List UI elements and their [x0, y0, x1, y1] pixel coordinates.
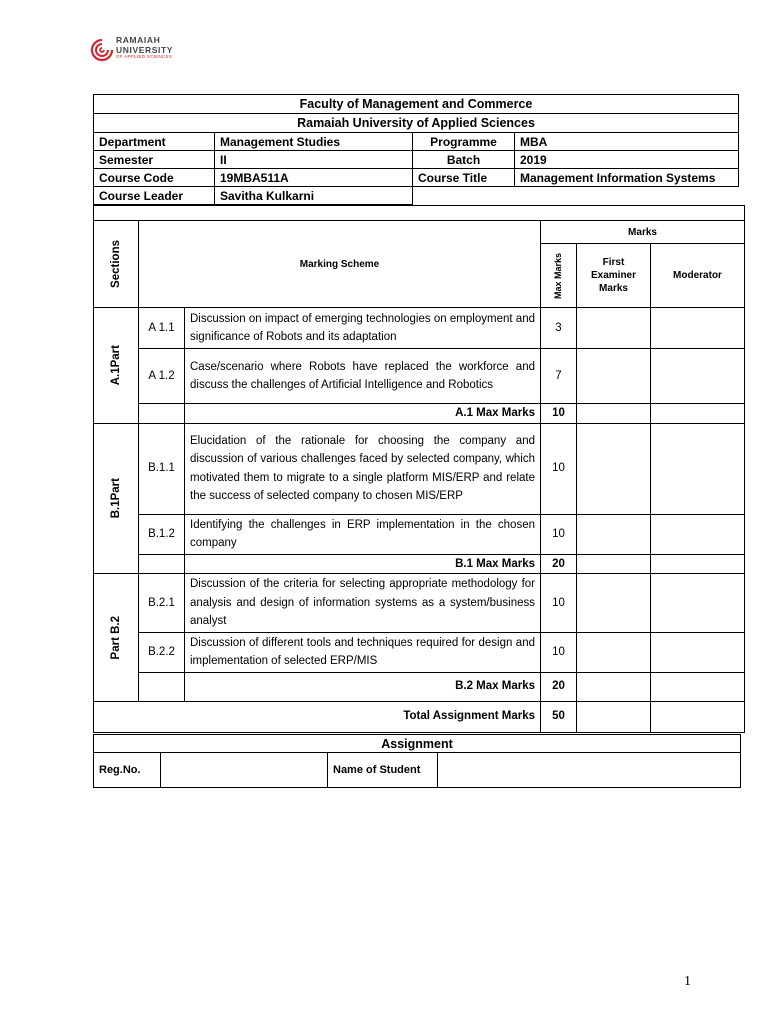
row-description: Discussion on impact of emerging technologies on employment and significance of Robots and its adaptation	[185, 308, 541, 349]
empty-cell	[139, 404, 185, 424]
university-title: Ramaiah University of Applied Sciences	[94, 114, 739, 133]
row-description: Elucidation of the rationale for choosing the company and discussion of various challenges faced by selected company, which motivated them to migrate to a single platform MIS/ERP and relate the success of selected company to chosen MIS/ERP	[185, 423, 541, 514]
part-b2-label: Part B.2	[94, 574, 139, 702]
marking-scheme-header: Marking Scheme	[139, 221, 541, 308]
row-id: B.1.1	[139, 423, 185, 514]
row-id: A 1.1	[139, 308, 185, 349]
first-examiner-cell[interactable]	[577, 672, 651, 701]
moderator-cell[interactable]	[651, 423, 745, 514]
programme-label: Programme	[413, 133, 515, 151]
row-max-marks: 3	[541, 308, 577, 349]
spacer-row	[94, 206, 745, 221]
subtotal-label: A.1 Max Marks	[185, 404, 541, 424]
batch-value: 2019	[515, 151, 739, 169]
first-examiner-cell[interactable]	[577, 632, 651, 672]
semester-label: Semester	[94, 151, 215, 169]
reg-no-label: Reg.No.	[94, 753, 161, 788]
max-marks-header: Max Marks	[541, 244, 577, 308]
moderator-cell[interactable]	[651, 672, 745, 701]
logo-line-1: RAMAIAH	[116, 35, 161, 45]
marking-scheme-table	[93, 205, 745, 733]
first-examiner-cell[interactable]	[577, 574, 651, 633]
moderator-total-cell[interactable]	[651, 701, 745, 732]
page-number: 1	[684, 974, 691, 989]
subtotal-label: B.2 Max Marks	[185, 672, 541, 701]
first-examiner-cell[interactable]	[577, 514, 651, 554]
moderator-cell[interactable]	[651, 308, 745, 349]
semester-value: II	[215, 151, 413, 169]
part-b1-label: B.1Part	[94, 423, 139, 574]
subtotal-label: B.1 Max Marks	[185, 554, 541, 574]
row-description: Identifying the challenges in ERP implementation in the chosen company	[185, 514, 541, 554]
logo-line-2: UNIVERSITY	[116, 44, 174, 55]
assignment-title: Assignment	[94, 735, 741, 753]
moderator-header: Moderator	[651, 244, 745, 308]
moderator-cell[interactable]	[651, 349, 745, 404]
empty-cell	[515, 187, 739, 205]
part-a-label: A.1Part	[94, 308, 139, 424]
subtotal-value: 10	[541, 404, 577, 424]
department-value: Management Studies	[215, 133, 413, 151]
row-max-marks: 7	[541, 349, 577, 404]
programme-value: MBA	[515, 133, 739, 151]
empty-cell	[139, 554, 185, 574]
empty-cell	[413, 187, 515, 205]
course-code-label: Course Code	[94, 169, 215, 187]
course-code-value: 19MBA511A	[215, 169, 413, 187]
row-max-marks: 10	[541, 574, 577, 633]
first-examiner-cell[interactable]	[577, 554, 651, 574]
first-examiner-cell[interactable]	[577, 423, 651, 514]
course-header-table	[93, 94, 739, 205]
first-examiner-cell[interactable]	[577, 308, 651, 349]
course-title-label: Course Title	[413, 169, 515, 187]
student-name-label: Name of Student	[328, 753, 438, 788]
course-leader-value: Savitha Kulkarni	[215, 187, 413, 205]
moderator-cell[interactable]	[651, 574, 745, 633]
row-id: A 1.2	[139, 349, 185, 404]
first-examiner-cell[interactable]	[577, 404, 651, 424]
first-examiner-total-cell[interactable]	[577, 701, 651, 732]
course-leader-label: Course Leader	[94, 187, 215, 205]
department-label: Department	[94, 133, 215, 151]
logo-emblem-icon	[90, 38, 114, 62]
assignment-table	[93, 734, 741, 788]
marks-header: Marks	[541, 221, 745, 244]
student-name-field[interactable]	[438, 753, 741, 788]
faculty-title: Faculty of Management and Commerce	[94, 95, 739, 114]
moderator-cell[interactable]	[651, 514, 745, 554]
row-id: B.2.2	[139, 632, 185, 672]
first-examiner-header: First Examiner Marks	[577, 244, 651, 308]
logo-line-3: OF APPLIED SCIENCES	[116, 54, 173, 59]
row-description: Discussion of the criteria for selecting appropriate methodology for analysis and design of information systems as a system/business analyst	[185, 574, 541, 633]
first-examiner-cell[interactable]	[577, 349, 651, 404]
reg-no-field[interactable]	[161, 753, 328, 788]
total-value: 50	[541, 701, 577, 732]
total-label: Total Assignment Marks	[94, 701, 541, 732]
batch-label: Batch	[413, 151, 515, 169]
row-id: B.2.1	[139, 574, 185, 633]
course-title-value: Management Information Systems	[515, 169, 739, 187]
row-description: Case/scenario where Robots have replaced the workforce and discuss the challenges of Artificial Intelligence and Robotics	[185, 349, 541, 404]
row-max-marks: 10	[541, 632, 577, 672]
row-max-marks: 10	[541, 423, 577, 514]
subtotal-value: 20	[541, 672, 577, 701]
moderator-cell[interactable]	[651, 632, 745, 672]
moderator-cell[interactable]	[651, 404, 745, 424]
row-id: B.1.2	[139, 514, 185, 554]
subtotal-value: 20	[541, 554, 577, 574]
moderator-cell[interactable]	[651, 554, 745, 574]
empty-cell	[139, 672, 185, 701]
row-description: Discussion of different tools and techniques required for design and implementation of selected ERP/MIS	[185, 632, 541, 672]
sections-header: Sections	[94, 221, 139, 308]
row-max-marks: 10	[541, 514, 577, 554]
university-logo	[90, 36, 200, 70]
